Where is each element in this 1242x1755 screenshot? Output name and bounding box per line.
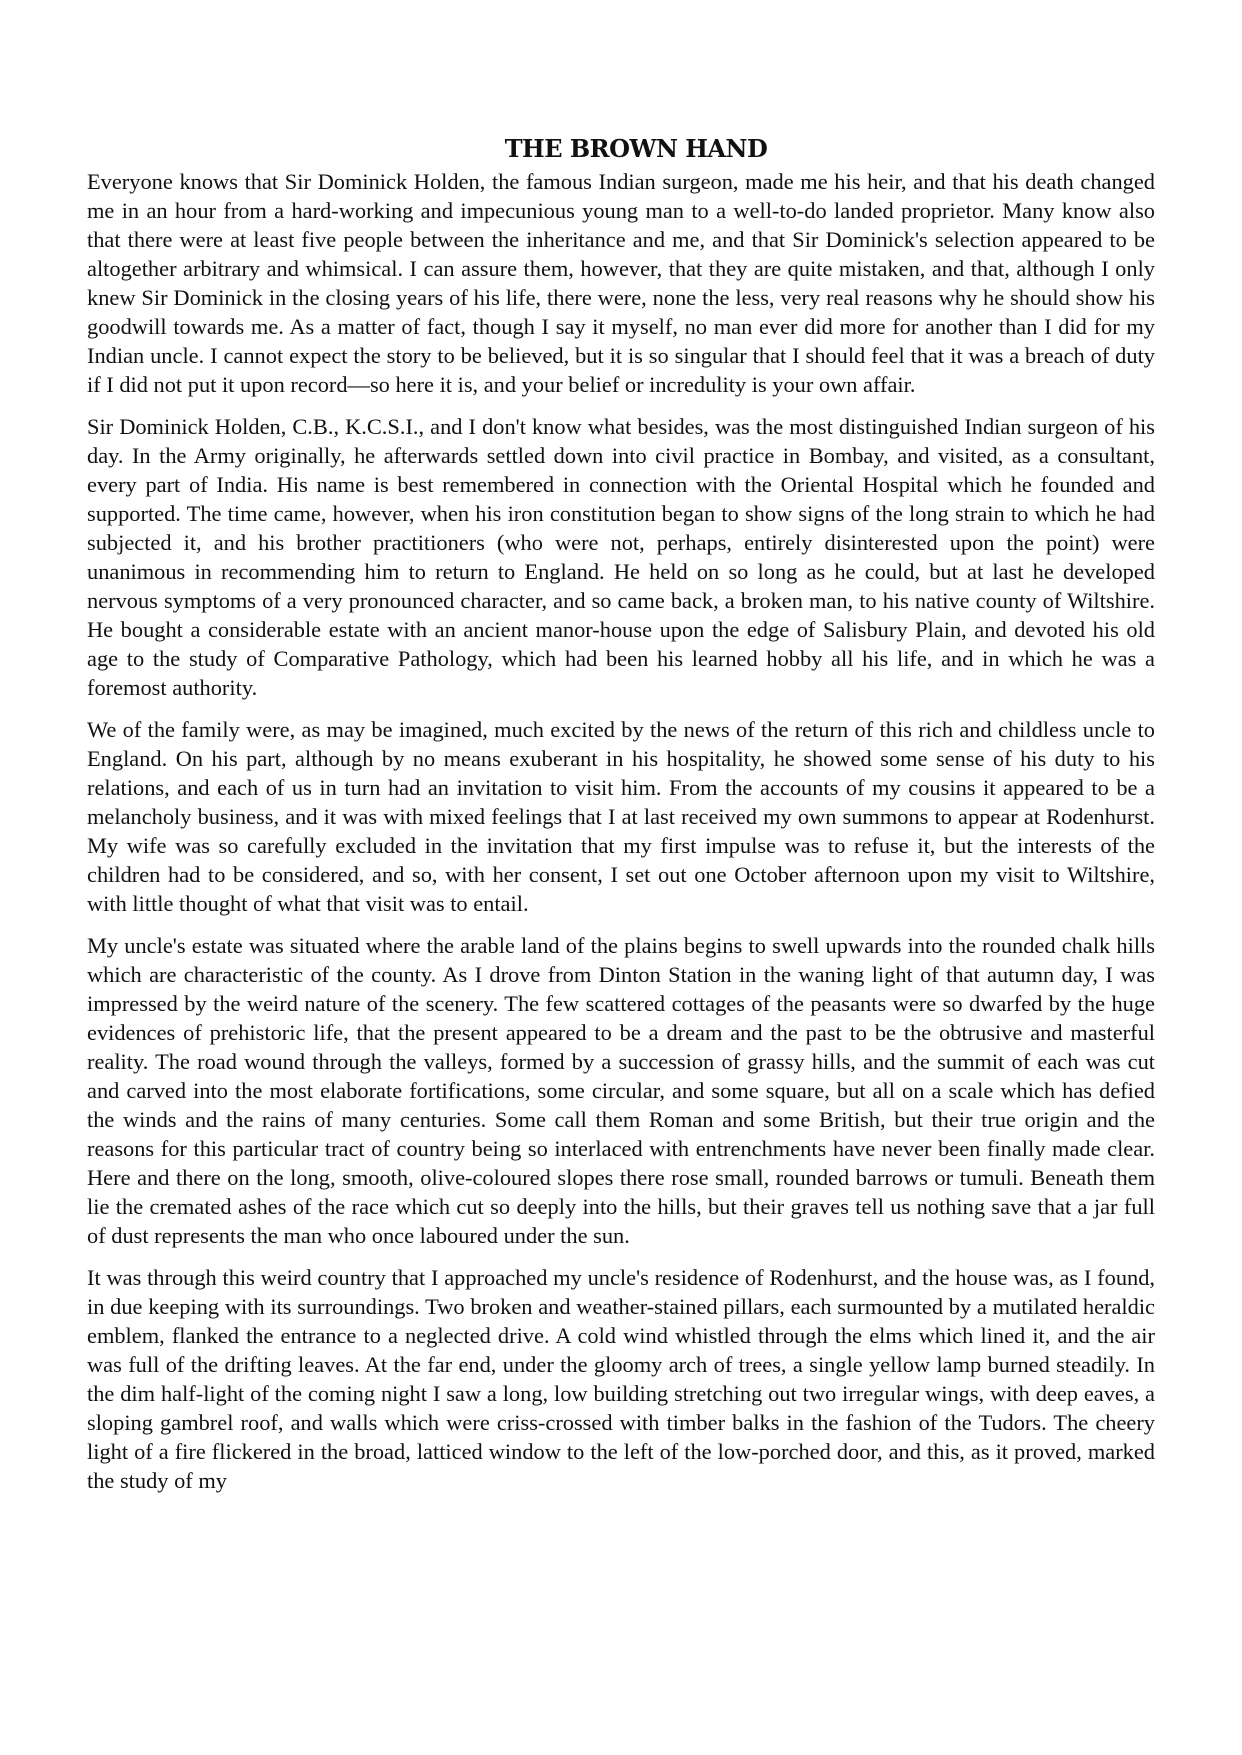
- document-page: [87, 131, 1155, 1508]
- paragraph-2: Sir Dominick Holden, C.B., K.C.S.I., and I don't know what besides, was the most distinguished Indian surgeon of his day. In the Army originally, he afterwards settled down into civil practice in Bombay, and visited, as a consultant, every part of India. His name is best remembered in connection with the Oriental Hospital which he founded and supported. The time came, however, when his iron constitution began to show signs of the long strain to which he had subjected it, and his brother practitioners (who were not, perhaps, entirely disinterested upon the point) were unanimous in recommending him to return to England. He held on so long as he could, but at last he developed nervous symptoms of a very pronounced character, and so came back, a broken man, to his native county of Wiltshire. He bought a considerable estate with an ancient manor-house upon the edge of Salisbury Plain, and devoted his old age to the study of Comparative Pathology, which had been his learned hobby all his life, and in which he was a foremost authority.: [87, 414, 1155, 700]
- document-title: THE BROWN HAND: [504, 134, 768, 163]
- paragraph-3: We of the family were, as may be imagined, much excited by the news of the return of this rich and childless uncle to England. On his part, although by no means exuberant in his hospitality, he showed some sense of his duty to his relations, and each of us in turn had an invitation to visit him. From the accounts of my cousins it appeared to be a melancholy business, and it was with mixed feelings that I at last received my own summons to appear at Rodenhurst. My wife was so carefully excluded in the invitation that my first impulse was to refuse it, but the interests of the children had to be considered, and so, with her consent, I set out one October afternoon upon my visit to Wiltshire, with little thought of what that visit was to entail.: [87, 717, 1155, 916]
- paragraph-1: Everyone knows that Sir Dominick Holden, the famous Indian surgeon, made me his heir, and that his death changed me in an hour from a hard-working and impecunious young man to a well-to-do landed proprietor. Many know also that there were at least five people between the inheritance and me, and that Sir Dominick's selection appeared to be altogether arbitrary and whimsical. I can assure them, however, that they are quite mistaken, and that, although I only knew Sir Dominick in the closing years of his life, there were, none the less, very real reasons why he should show his goodwill towards me. As a matter of fact, though I say it myself, no man ever did more for another than I did for my Indian uncle. I cannot expect the story to be believed, but it is so singular that I should feel that it was a breach of duty if I did not put it upon record—so here it is, and your belief or incredulity is your own affair.: [87, 169, 1155, 397]
- paragraph-4: My uncle's estate was situated where the arable land of the plains begins to swell upwards into the rounded chalk hills which are characteristic of the county. As I drove from Dinton Station in the waning light of that autumn day, I was impressed by the weird nature of the scenery. The few scattered cottages of the peasants were so dwarfed by the huge evidences of prehistoric life, that the present appeared to be a dream and the past to be the obtrusive and masterful reality. The road wound through the valleys, formed by a succession of grassy hills, and the summit of each was cut and carved into the most elaborate fortifications, some circular, and some square, but all on a scale which has defied the winds and the rains of many centuries. Some call them Roman and some British, but their true origin and the reasons for this particular tract of country being so interlaced with entrenchments have never been finally made clear. Here and there on the long, smooth, olive-coloured slopes there rose small, rounded barrows or tumuli. Beneath them lie the cremated ashes of the race which cut so deeply into the hills, but their graves tell us nothing save that a jar full of dust represents the man who once laboured under the sun.: [87, 933, 1155, 1248]
- paragraph-5: It was through this weird country that I approached my uncle's residence of Rodenhurst, and the house was, as I found, in due keeping with its surroundings. Two broken and weather-stained pillars, each surmounted by a mutilated heraldic emblem, flanked the entrance to a neglected drive. A cold wind whistled through the elms which lined it, and the air was full of the drifting leaves. At the far end, under the gloomy arch of trees, a single yellow lamp burned steadily. In the dim half-light of the coming night I saw a long, low building stretching out two irregular wings, with deep eaves, a sloping gambrel roof, and walls which were criss-crossed with timber balks in the fashion of the Tudors. The cheery light of a fire flickered in the broad, latticed window to the left of the low-porched door, and this, as it proved, marked the study of my: [87, 1265, 1155, 1493]
